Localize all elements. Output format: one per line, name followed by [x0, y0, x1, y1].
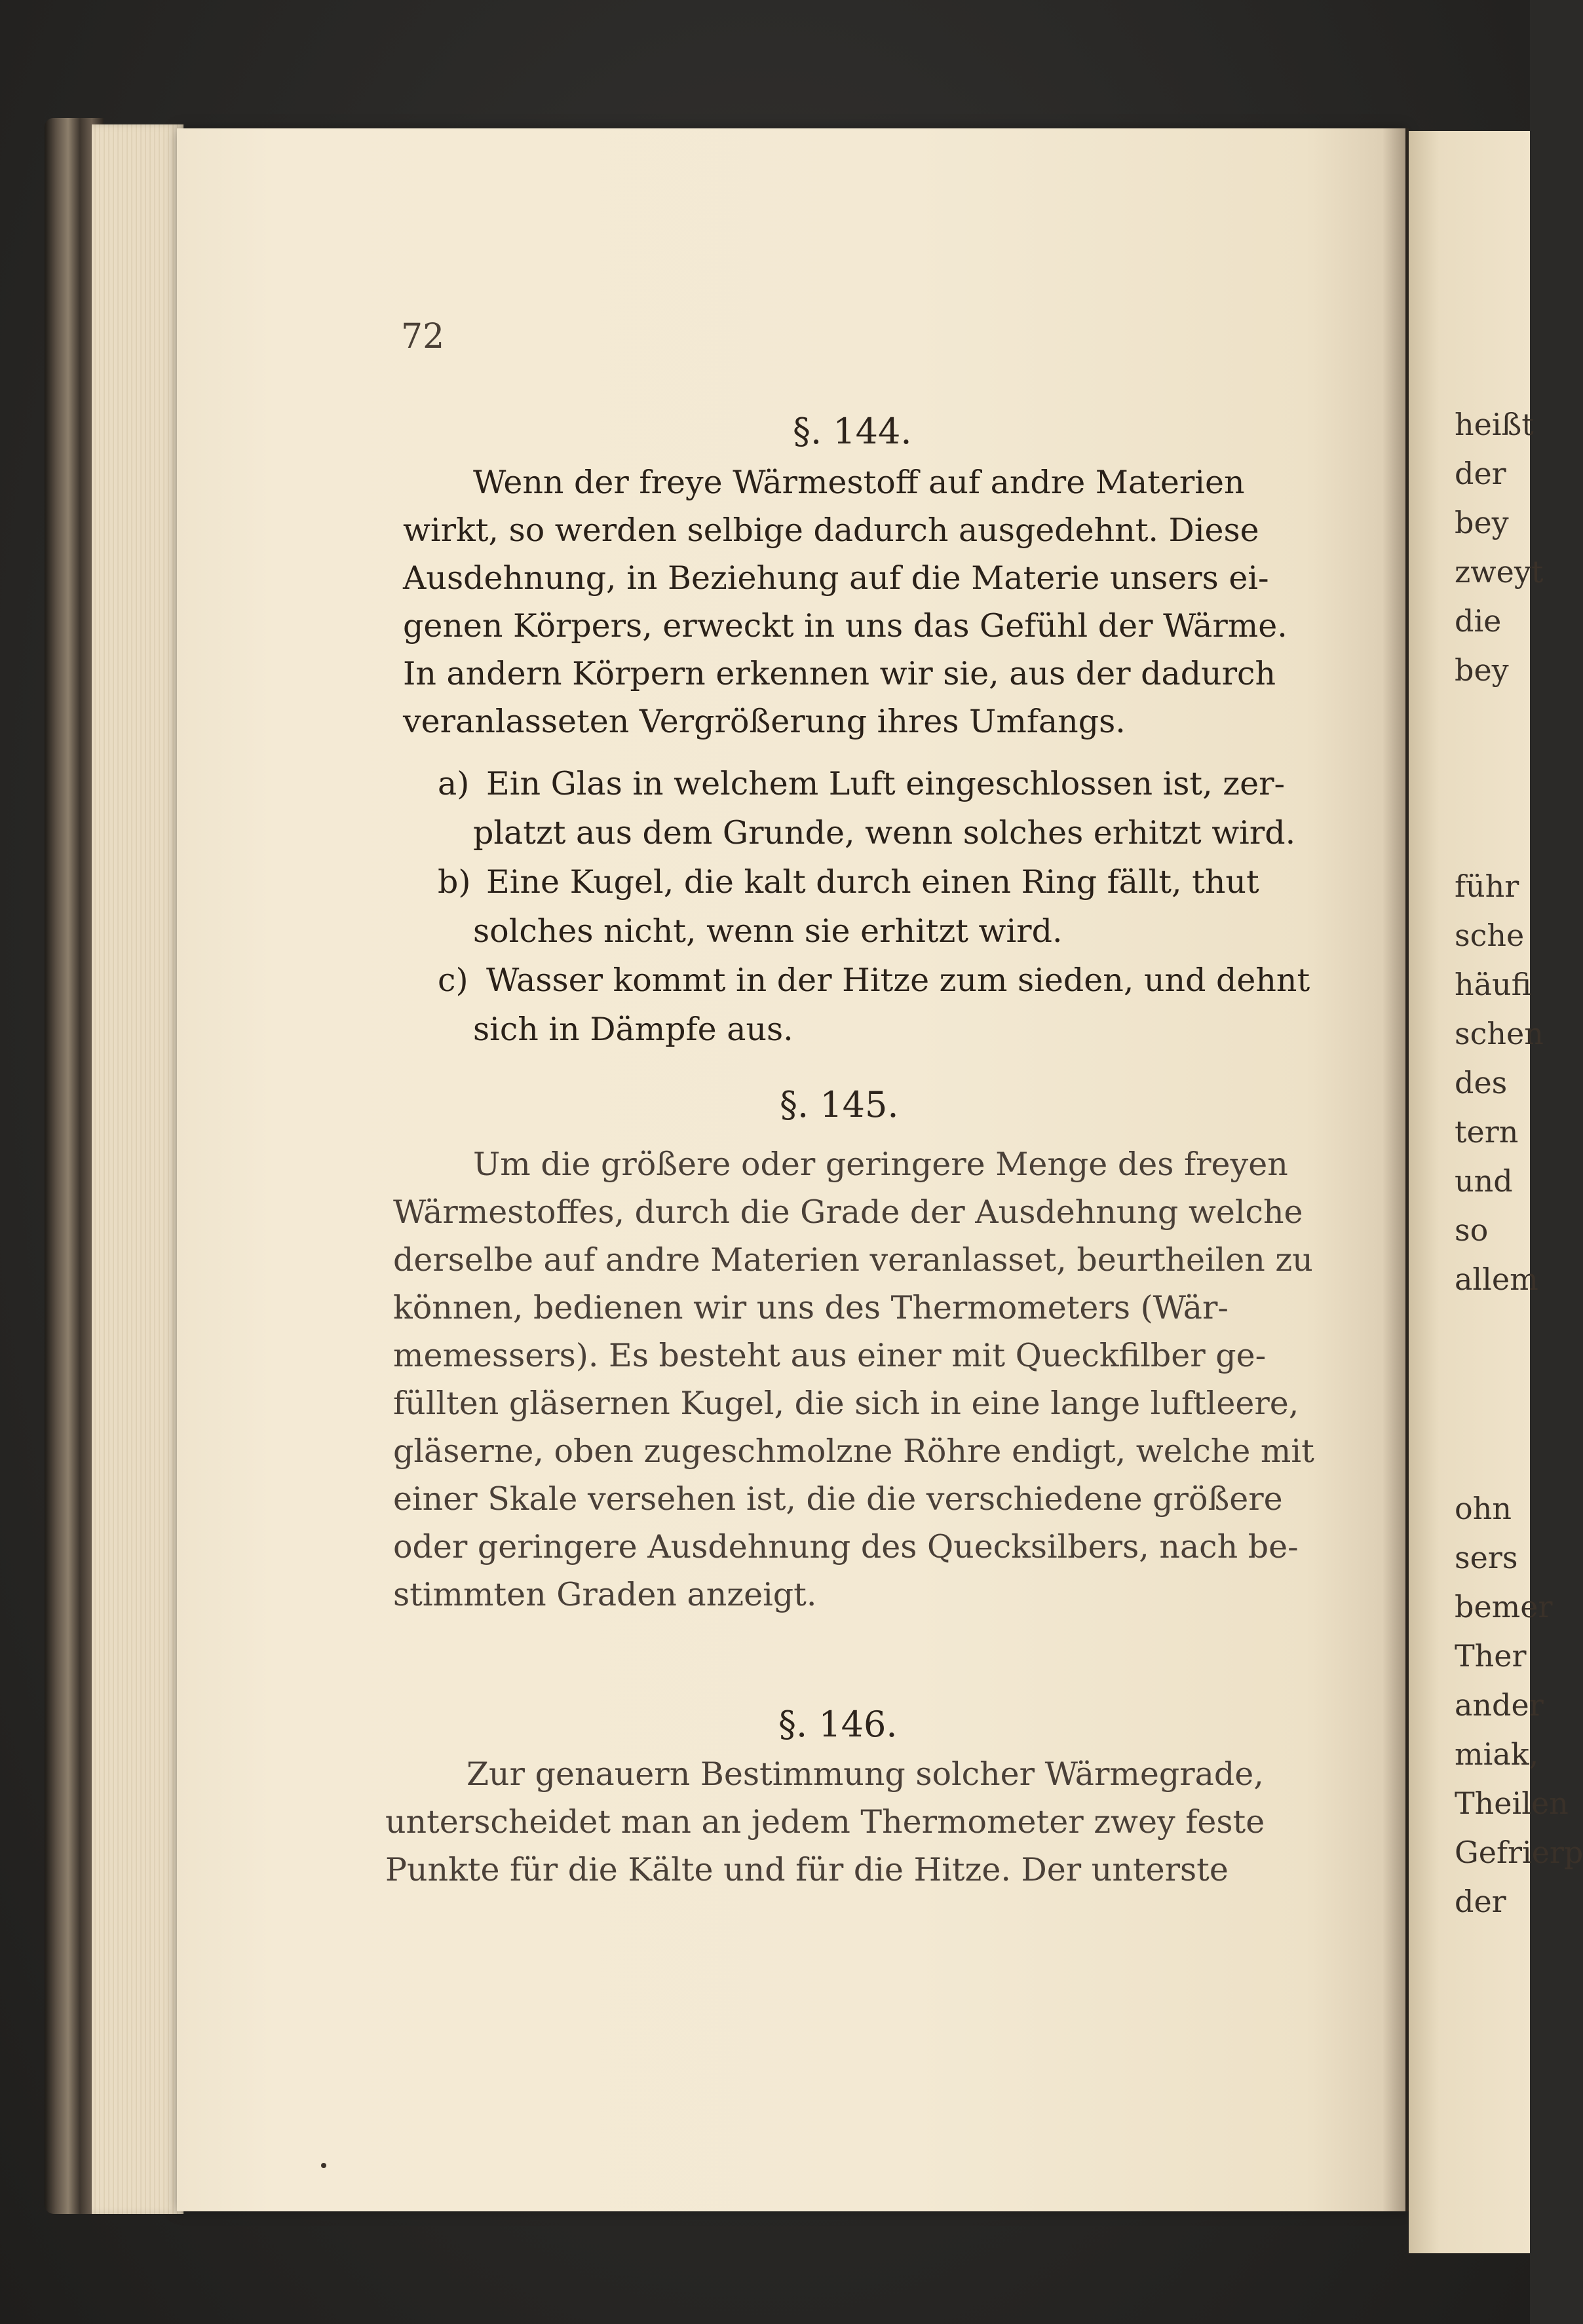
page-number: 72	[401, 317, 445, 356]
facing-fragment: heißt	[1455, 407, 1534, 442]
text-line: memessers). Es besteht aus einer mit Queckfilber ge-	[393, 1337, 1267, 1374]
text-line: Wärmestoffes, durch die Grade der Ausdehnung welche	[393, 1193, 1303, 1231]
facing-fragment: Ther	[1455, 1638, 1527, 1674]
section-heading: §. 144.	[793, 411, 912, 452]
text-line: Ausdehnung, in Beziehung auf die Materie unsers ei-	[403, 559, 1269, 597]
text-line: einer Skale versehen ist, die die verschiedene größere	[393, 1480, 1283, 1518]
facing-fragment: des	[1455, 1065, 1508, 1100]
list-item-text: Ein Glas in welchem Luft eingeschlossen ist, zer-	[486, 765, 1286, 802]
facing-fragment: schen	[1455, 1016, 1544, 1051]
facing-fragment: sers	[1455, 1540, 1518, 1575]
list-item-text: Wasser kommt in der Hitze zum sieden, und dehnt	[486, 962, 1310, 999]
text-line: oder geringere Ausdehnung des Quecksilbers, nach be-	[393, 1528, 1299, 1565]
facing-fragment: so	[1455, 1212, 1489, 1248]
text-line: veranlasseten Vergrößerung ihres Umfangs.	[403, 703, 1126, 740]
section-heading: §. 146.	[778, 1704, 898, 1745]
text-line: Punkte für die Kälte und für die Hitze. Der unterste	[385, 1851, 1229, 1888]
ink-speck	[321, 2163, 326, 2168]
facing-fragment: sche	[1455, 918, 1525, 953]
text-line: füllten gläsernen Kugel, die sich in eine lange luftleere,	[393, 1385, 1299, 1422]
facing-fragment: bemer	[1455, 1589, 1553, 1624]
facing-fragment: ander	[1455, 1687, 1544, 1723]
list-item-label: a)	[438, 765, 470, 802]
facing-fragment: der	[1455, 1884, 1506, 1919]
list-item-text: platzt aus dem Grunde, wenn solches erhitzt wird.	[473, 814, 1296, 852]
facing-fragment: allem	[1455, 1262, 1538, 1297]
facing-fragment: Gefrierp	[1455, 1835, 1583, 1870]
facing-fragment: häufi	[1455, 967, 1532, 1002]
text-line: In andern Körpern erkennen wir sie, aus der dadurch	[403, 655, 1276, 692]
facing-fragment: die	[1455, 603, 1502, 639]
facing-fragment: Theilen	[1455, 1786, 1569, 1821]
text-line: genen Körpers, erweckt in uns das Gefühl der Wärme.	[403, 607, 1287, 645]
text-line: wirkt, so werden selbige dadurch ausgedehnt. Diese	[403, 512, 1259, 549]
facing-fragment: zweyt	[1455, 554, 1544, 590]
list-item-label: c)	[438, 962, 468, 999]
text-line: können, bedienen wir uns des Thermometers (Wär-	[393, 1289, 1229, 1326]
list-item-label: b)	[438, 863, 471, 901]
text-line: Zur genauern Bestimmung solcher Wärmegrade,	[467, 1755, 1264, 1793]
facing-fragment: bey	[1455, 652, 1509, 688]
text-line: gläserne, oben zugeschmolzne Röhre endigt, welche mit	[393, 1433, 1314, 1470]
facing-fragment: ohn	[1455, 1491, 1512, 1526]
facing-fragment: tern	[1455, 1114, 1519, 1150]
list-item-text: solches nicht, wenn sie erhitzt wird.	[473, 912, 1063, 950]
list-item-text: sich in Dämpfe aus.	[473, 1011, 793, 1048]
list-item-text: Eine Kugel, die kalt durch einen Ring fällt, thut	[486, 863, 1259, 901]
facing-fragment: und	[1455, 1163, 1513, 1199]
facing-fragment: miak,	[1455, 1736, 1539, 1772]
text-line: unterscheidet man an jedem Thermometer zwey feste	[385, 1803, 1265, 1841]
text-line: Wenn der freye Wärmestoff auf andre Materien	[473, 464, 1245, 501]
text-line: Um die größere oder geringere Menge des freyen	[473, 1146, 1288, 1183]
facing-fragment: bey	[1455, 505, 1509, 540]
facing-fragment: führ	[1455, 869, 1519, 904]
section-heading: §. 145.	[780, 1084, 899, 1125]
text-line: derselbe auf andre Materien veranlasset, beurtheilen zu	[393, 1241, 1313, 1279]
facing-fragment: der	[1455, 456, 1506, 491]
text-line: stimmten Graden anzeigt.	[393, 1576, 817, 1613]
